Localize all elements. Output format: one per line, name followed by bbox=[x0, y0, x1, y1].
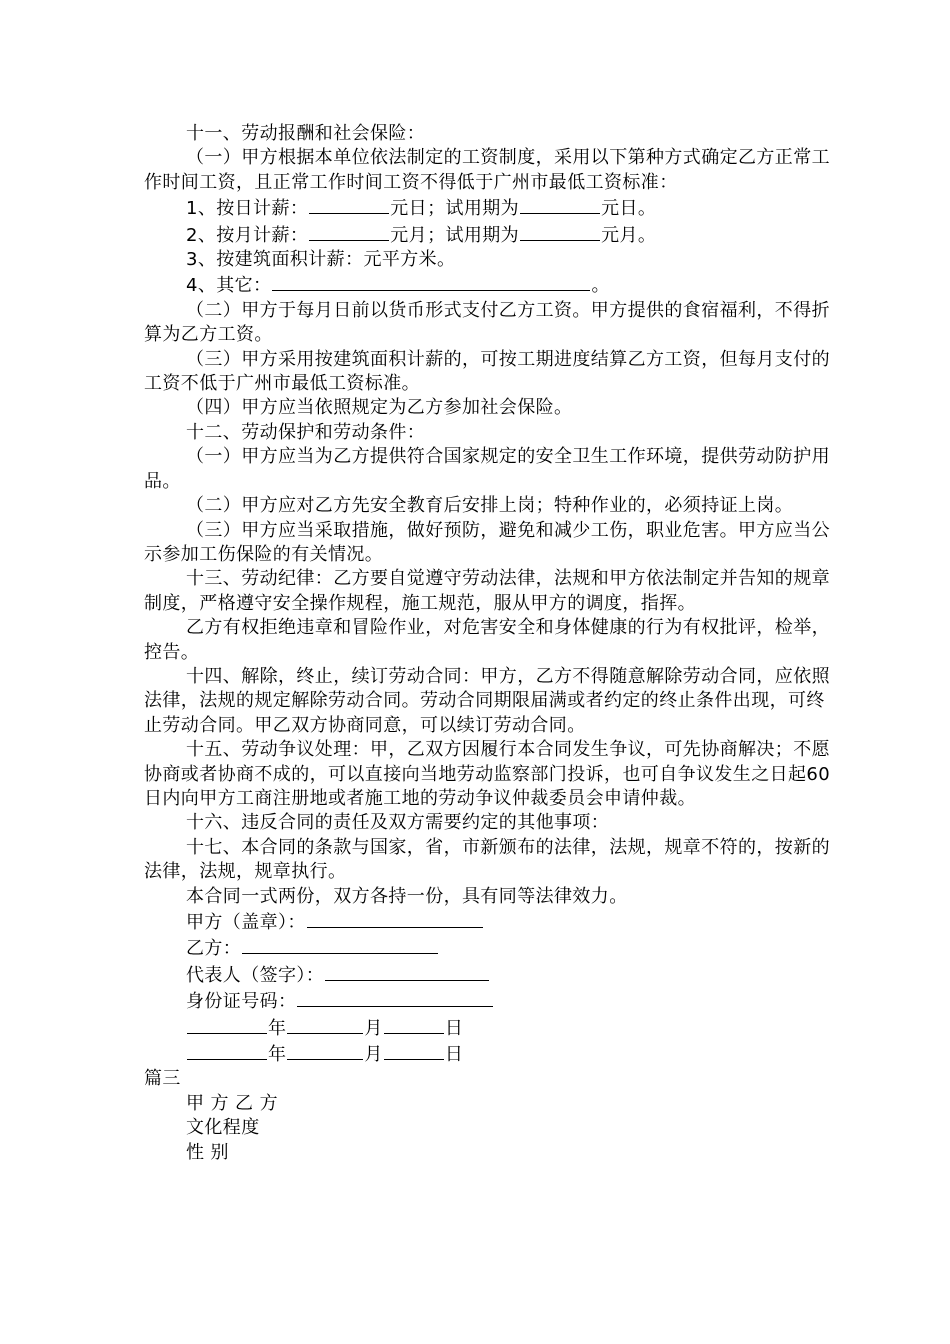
day-label: 日 bbox=[444, 1044, 464, 1066]
section-11-monthly-pay bbox=[144, 222, 834, 248]
other-pay-label: 4、其它： bbox=[186, 275, 272, 297]
monthly-pay-blank bbox=[309, 222, 389, 241]
section-13: 十三、劳动纪律：乙方要自觉遵守劳动法律，法规和甲方依法制定并告知的规章制度，严格遵守安全操作规程，施工规范，服从甲方的调度，指挥。 bbox=[144, 568, 830, 614]
daily-pay-unit: 元日。 bbox=[601, 198, 657, 220]
date-line-2 bbox=[144, 1041, 834, 1067]
id-number-line bbox=[144, 988, 834, 1014]
section-3-parties: 甲 方 乙 方 bbox=[186, 1092, 278, 1114]
section-11-title: 十一、劳动报酬和社会保险： bbox=[186, 123, 426, 144]
monthly-pay-trial-label: 元月；试用期为 bbox=[390, 224, 520, 246]
party-a-signature-line bbox=[144, 909, 834, 935]
representative-signature-line bbox=[144, 962, 834, 988]
year-label: 年 bbox=[268, 1044, 287, 1066]
section-17: 十七、本合同的条款与国家，省，市新颁布的法律，法规，规章不符的，按新的法律，法规，规章执行。 bbox=[144, 836, 830, 883]
party-a-blank bbox=[307, 909, 483, 928]
year-label: 年 bbox=[268, 1017, 287, 1039]
section-11-area-pay: 3、按建筑面积计薪：元平方米。 bbox=[186, 249, 456, 271]
document-body bbox=[144, 122, 834, 1165]
copies-statement: 本合同一式两份，双方各持一份，具有同等法律效力。 bbox=[186, 885, 628, 907]
monthly-pay-unit: 元月。 bbox=[601, 224, 657, 246]
section-12-clause-3: （三）甲方应当采取措施，做好预防，避免和减少工伤，职业危害。甲方应当公示参加工伤保险的有关情况。 bbox=[144, 519, 830, 565]
month-label: 月 bbox=[364, 1044, 383, 1066]
month-blank bbox=[287, 1041, 363, 1060]
section-11-clause-4: （四）甲方应当依照规定为乙方参加社会保险。 bbox=[186, 397, 573, 419]
party-a-label: 甲方（盖章）： bbox=[186, 912, 306, 933]
party-b-signature-line bbox=[144, 935, 834, 961]
party-b-label: 乙方： bbox=[186, 938, 242, 960]
section-16: 十六、违反合同的责任及双方需要约定的其他事项： bbox=[186, 812, 610, 834]
monthly-pay-label: 2、按月计薪： bbox=[186, 224, 309, 246]
section-12-title: 十二、劳动保护和劳动条件： bbox=[186, 421, 426, 443]
date-line-1 bbox=[144, 1015, 834, 1041]
section-11-clause-2: （二）甲方于每月日前以货币形式支付乙方工资。甲方提供的食宿福利，不得折算为乙方工资。 bbox=[144, 299, 830, 346]
section-14: 十四、解除，终止，续订劳动合同：甲方，乙方不得随意解除劳动合同，应依照法律，法规的规定解除劳动合同。劳动合同期限届满或者约定的终止条件出现，可终止劳动合同。甲乙双方协商同意，可以续订劳动合同。 bbox=[144, 665, 830, 736]
section-3-heading: 篇三 bbox=[144, 1068, 181, 1090]
representative-label: 代表人（签字）： bbox=[186, 964, 325, 986]
year-blank bbox=[187, 1015, 267, 1034]
section-11-clause-1: （一）甲方根据本单位依法制定的工资制度，采用以下第种方式确定乙方正常工作时间工资，且正常工作时间工资不得低于广州市最低工资标准： bbox=[144, 147, 830, 193]
daily-pay-blank bbox=[309, 195, 389, 214]
id-number-label: 身份证号码： bbox=[186, 991, 297, 1013]
section-11-other-pay bbox=[144, 272, 834, 298]
section-11-clause-3: （三）甲方采用按建筑面积计薪的，可按工期进度结算乙方工资，但每月支付的工资不低于广州市最低工资标准。 bbox=[144, 348, 830, 395]
section-11-daily-pay bbox=[144, 195, 834, 221]
representative-blank bbox=[325, 962, 489, 981]
section-3-gender: 性 别 bbox=[186, 1141, 229, 1163]
day-label: 日 bbox=[444, 1017, 464, 1039]
day-blank bbox=[384, 1015, 444, 1034]
other-pay-end: 。 bbox=[591, 275, 610, 297]
section-15: 十五、劳动争议处理：甲，乙双方因履行本合同发生争议，可先协商解决；不愿协商或者协商不成的，可以直接向当地劳动监察部门投诉，也可自争议发生之日起60日内向甲方工商注册地或者施工地的劳动争议仲裁委员会申请仲裁。 bbox=[144, 739, 831, 809]
monthly-trial-blank bbox=[520, 222, 600, 241]
daily-pay-trial-label: 元日；试用期为 bbox=[390, 198, 520, 220]
id-number-blank bbox=[297, 988, 493, 1007]
year-blank bbox=[187, 1041, 267, 1060]
other-pay-blank bbox=[272, 272, 590, 291]
daily-trial-blank bbox=[520, 195, 600, 214]
section-13-rights: 乙方有权拒绝违章和冒险作业，对危害安全和身体健康的行为有权批评，检举，控告。 bbox=[144, 617, 830, 663]
month-blank bbox=[287, 1015, 363, 1034]
party-b-blank bbox=[242, 935, 438, 954]
section-3-education: 文化程度 bbox=[186, 1117, 260, 1139]
section-12-clause-2: （二）甲方应对乙方先安全教育后安排上岗；特种作业的，必须持证上岗。 bbox=[186, 495, 794, 517]
month-label: 月 bbox=[364, 1017, 383, 1039]
day-blank bbox=[384, 1041, 444, 1060]
section-12-clause-1: （一）甲方应当为乙方提供符合国家规定的安全卫生工作环境，提供劳动防护用品。 bbox=[144, 446, 830, 492]
daily-pay-label: 1、按日计薪： bbox=[186, 198, 309, 220]
